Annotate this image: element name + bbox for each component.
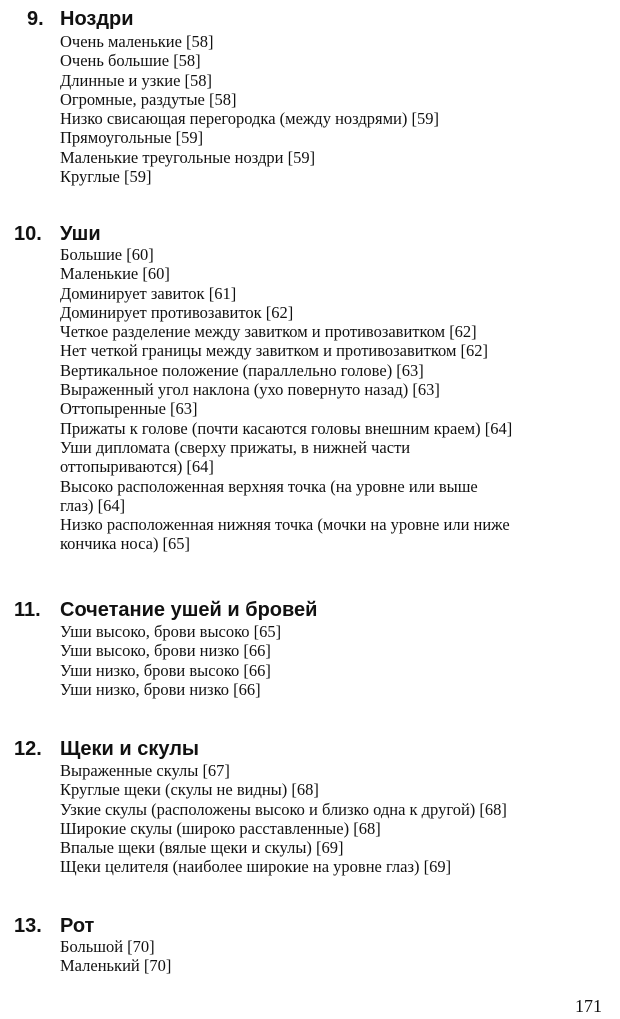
list-item: Четкое разделение между завитком и противозавитком [62] [60,322,477,342]
item-list [60,622,600,699]
section-heading [14,8,134,30]
list-item: Маленький [70] [60,956,172,976]
list-item: Длинные и узкие [58] [60,70,213,90]
section-title: Сочетание ушей и бровей [60,599,318,621]
list-item: Уши высоко, брови низко [66] [60,641,271,661]
list-item: Широкие скулы (широко расставленные) [68] [60,818,381,838]
list-item: Большие [60] [60,245,154,264]
section-heading [14,915,94,937]
list-item: Прижаты к голове (почти касаются головы внешним краем) [64] [60,418,513,438]
section-title: Ноздри [60,8,134,30]
section-heading [14,738,199,760]
list-item: Вертикальное положение (параллельно голове) [63] [60,360,424,380]
list-item: Низко свисающая перегородка (между ноздрями) [59] [60,109,439,129]
list-item: оттопыриваются) [64] [60,457,214,477]
list-item: Выраженный угол наклона (ухо повернуто назад) [63] [60,380,440,400]
item-list [60,245,600,554]
list-item: глаз) [64] [60,495,126,515]
list-item: Узкие скулы (расположены высоко и близко одна к другой) [68] [60,799,507,819]
list-item: Очень маленькие [58] [60,32,214,51]
list-item: Впалые щеки (вялые щеки и скулы) [69] [60,838,344,858]
section-title: Уши [60,223,101,245]
list-item: Огромные, раздутые [58] [60,89,237,109]
section-number: 11. [14,599,41,621]
section-number: 9. [27,8,44,30]
list-item: Круглые [59] [60,167,152,187]
list-item: Выраженные скулы [67] [60,761,230,780]
item-list [60,761,600,877]
section-number: 13. [14,915,42,937]
item-list [60,32,600,186]
section-title: Рот [60,915,95,937]
section-number: 10. [14,223,42,245]
list-item: Маленькие треугольные ноздри [59] [60,147,316,167]
section-heading [14,599,317,621]
list-item: Высоко расположенная верхняя точка (на уровне или выше [60,476,478,496]
section-number: 12. [14,738,42,760]
list-item: Оттопыренные [63] [60,399,198,419]
section-title: Щеки и скулы [60,738,199,760]
list-item: Уши высоко, брови высоко [65] [60,622,282,641]
list-item: Прямоугольные [59] [60,128,204,148]
list-item: Круглые щеки (скулы не видны) [68] [60,780,319,800]
list-item: Маленькие [60] [60,264,170,284]
list-item: Уши низко, брови высоко [66] [60,660,271,680]
item-list [60,937,600,976]
list-item: кончика носа) [65] [60,534,191,554]
list-item: Большой [70] [60,937,155,956]
page-number: 171 [575,996,602,1016]
list-item: Щеки целителя (наиболее широкие на уровне глаз) [69] [60,857,452,877]
list-item: Уши низко, брови низко [66] [60,679,261,699]
list-item: Нет четкой границы между завитком и противозавитком [62] [60,341,489,361]
list-item: Доминирует противозавиток [62] [60,302,294,322]
list-item: Уши дипломата (сверху прижаты, в нижней части [60,437,411,457]
list-item: Доминирует завиток [61] [60,283,237,303]
list-item: Очень большие [58] [60,51,201,71]
section-heading [14,223,101,245]
list-item: Низко расположенная нижняя точка (мочки на уровне или ниже [60,515,510,535]
